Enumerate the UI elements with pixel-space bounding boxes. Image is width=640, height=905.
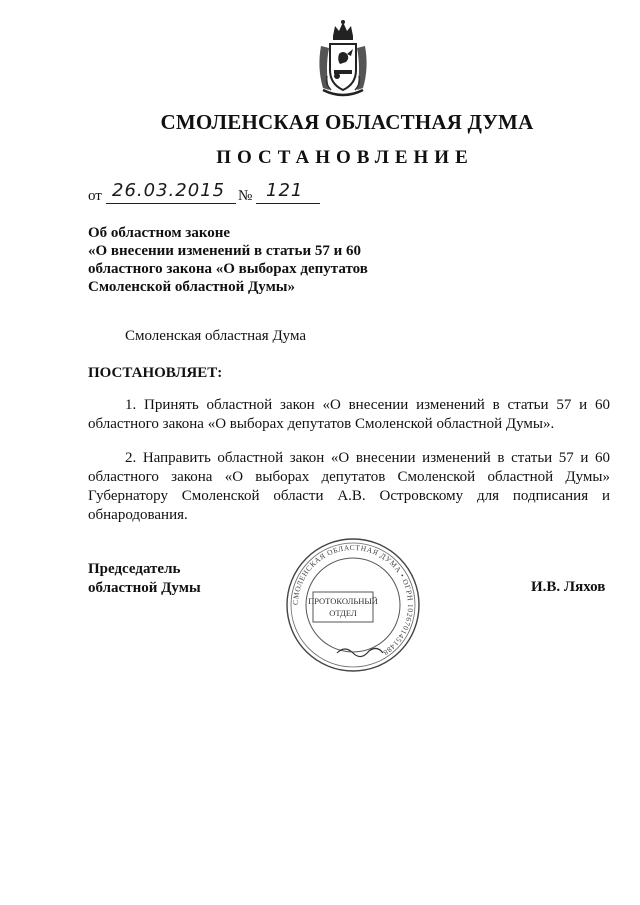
subject-line: областного закона «О выборах депутатов <box>88 261 368 277</box>
official-stamp <box>285 537 421 673</box>
organization-title: СМОЛЕНСКАЯ ОБЛАСТНАЯ ДУМА <box>160 110 534 134</box>
intro-paragraph: Смоленская областная Дума <box>125 328 307 344</box>
signer-title-line: Председатель <box>88 561 181 577</box>
date-underline <box>106 203 236 204</box>
decree-item-1: 1. Принять областной закон «О внесении изменений в статьи 57 и 60 областного закона «О выборах депутатов Смоленской областной Думы». <box>88 397 610 432</box>
handwritten-date: 26.03.2015 <box>112 180 226 201</box>
signer-name: И.В. Ляхов <box>531 579 606 595</box>
handwritten-number: 121 <box>266 180 304 201</box>
signature-scribble <box>337 648 383 656</box>
stamp-ring-text: СМОЛЕНСКАЯ ОБЛАСТНАЯ ДУМА • ОГРН 1026701451488 <box>290 542 416 658</box>
decree-heading: ПОСТАНОВЛЯЕТ: <box>88 365 223 381</box>
signer-title-line: областной Думы <box>88 580 201 596</box>
coat-of-arms-emblem <box>313 18 373 100</box>
subject-line: «О внесении изменений в статьи 57 и 60 <box>88 243 361 259</box>
date-label: от <box>88 188 102 204</box>
stamp-label-line1: ПРОТОКОЛЬНЫЙ <box>308 596 378 606</box>
signer-title <box>88 560 201 598</box>
document-subject <box>88 224 408 296</box>
subject-line: Смоленской областной Думы» <box>88 279 296 295</box>
stamp-label-line2: ОТДЕЛ <box>329 608 357 618</box>
number-underline <box>256 203 320 204</box>
document-type-heading: ПОСТАНОВЛЕНИЕ <box>216 147 474 168</box>
subject-line: Об областном законе <box>88 225 231 241</box>
decree-item-2: 2. Направить областной закон «О внесении изменений в статьи 57 и 60 областного закона «О выборах депутатов Смоленской областной Думы» Губернатору Смоленской области А.В. Островскому для подписания и обнародования. <box>88 450 610 523</box>
number-label: № <box>238 188 253 204</box>
